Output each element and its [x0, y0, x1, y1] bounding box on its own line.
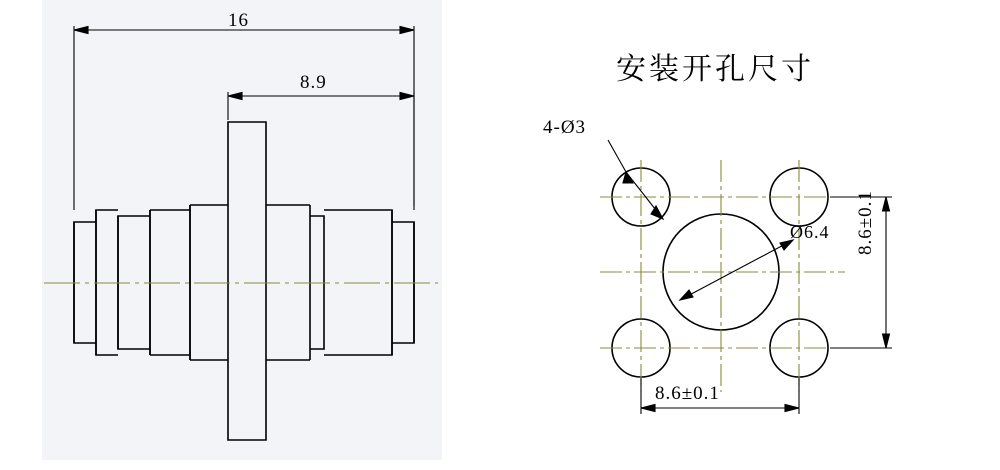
dimension-label-center-hole: Ø6.4: [790, 222, 830, 242]
leader-4-holes: [608, 140, 663, 219]
dimension-label-pitch-horizontal: 8.6±0.1: [655, 383, 720, 404]
dimension-label-pitch-vertical: 8.6±0.1: [855, 190, 876, 255]
callout-label-mounting-holes: 4-Ø3: [543, 117, 587, 138]
connector-outline: [74, 122, 414, 440]
dimension-16: [74, 26, 414, 210]
dimension-label-overall-length: 16: [228, 10, 249, 31]
right-view-center-lines: [600, 160, 845, 392]
right-view-title: 安装开孔尺寸: [616, 52, 814, 87]
dimension-8-9: [228, 92, 414, 206]
dimension-label-inner-length: 8.9: [300, 72, 327, 93]
